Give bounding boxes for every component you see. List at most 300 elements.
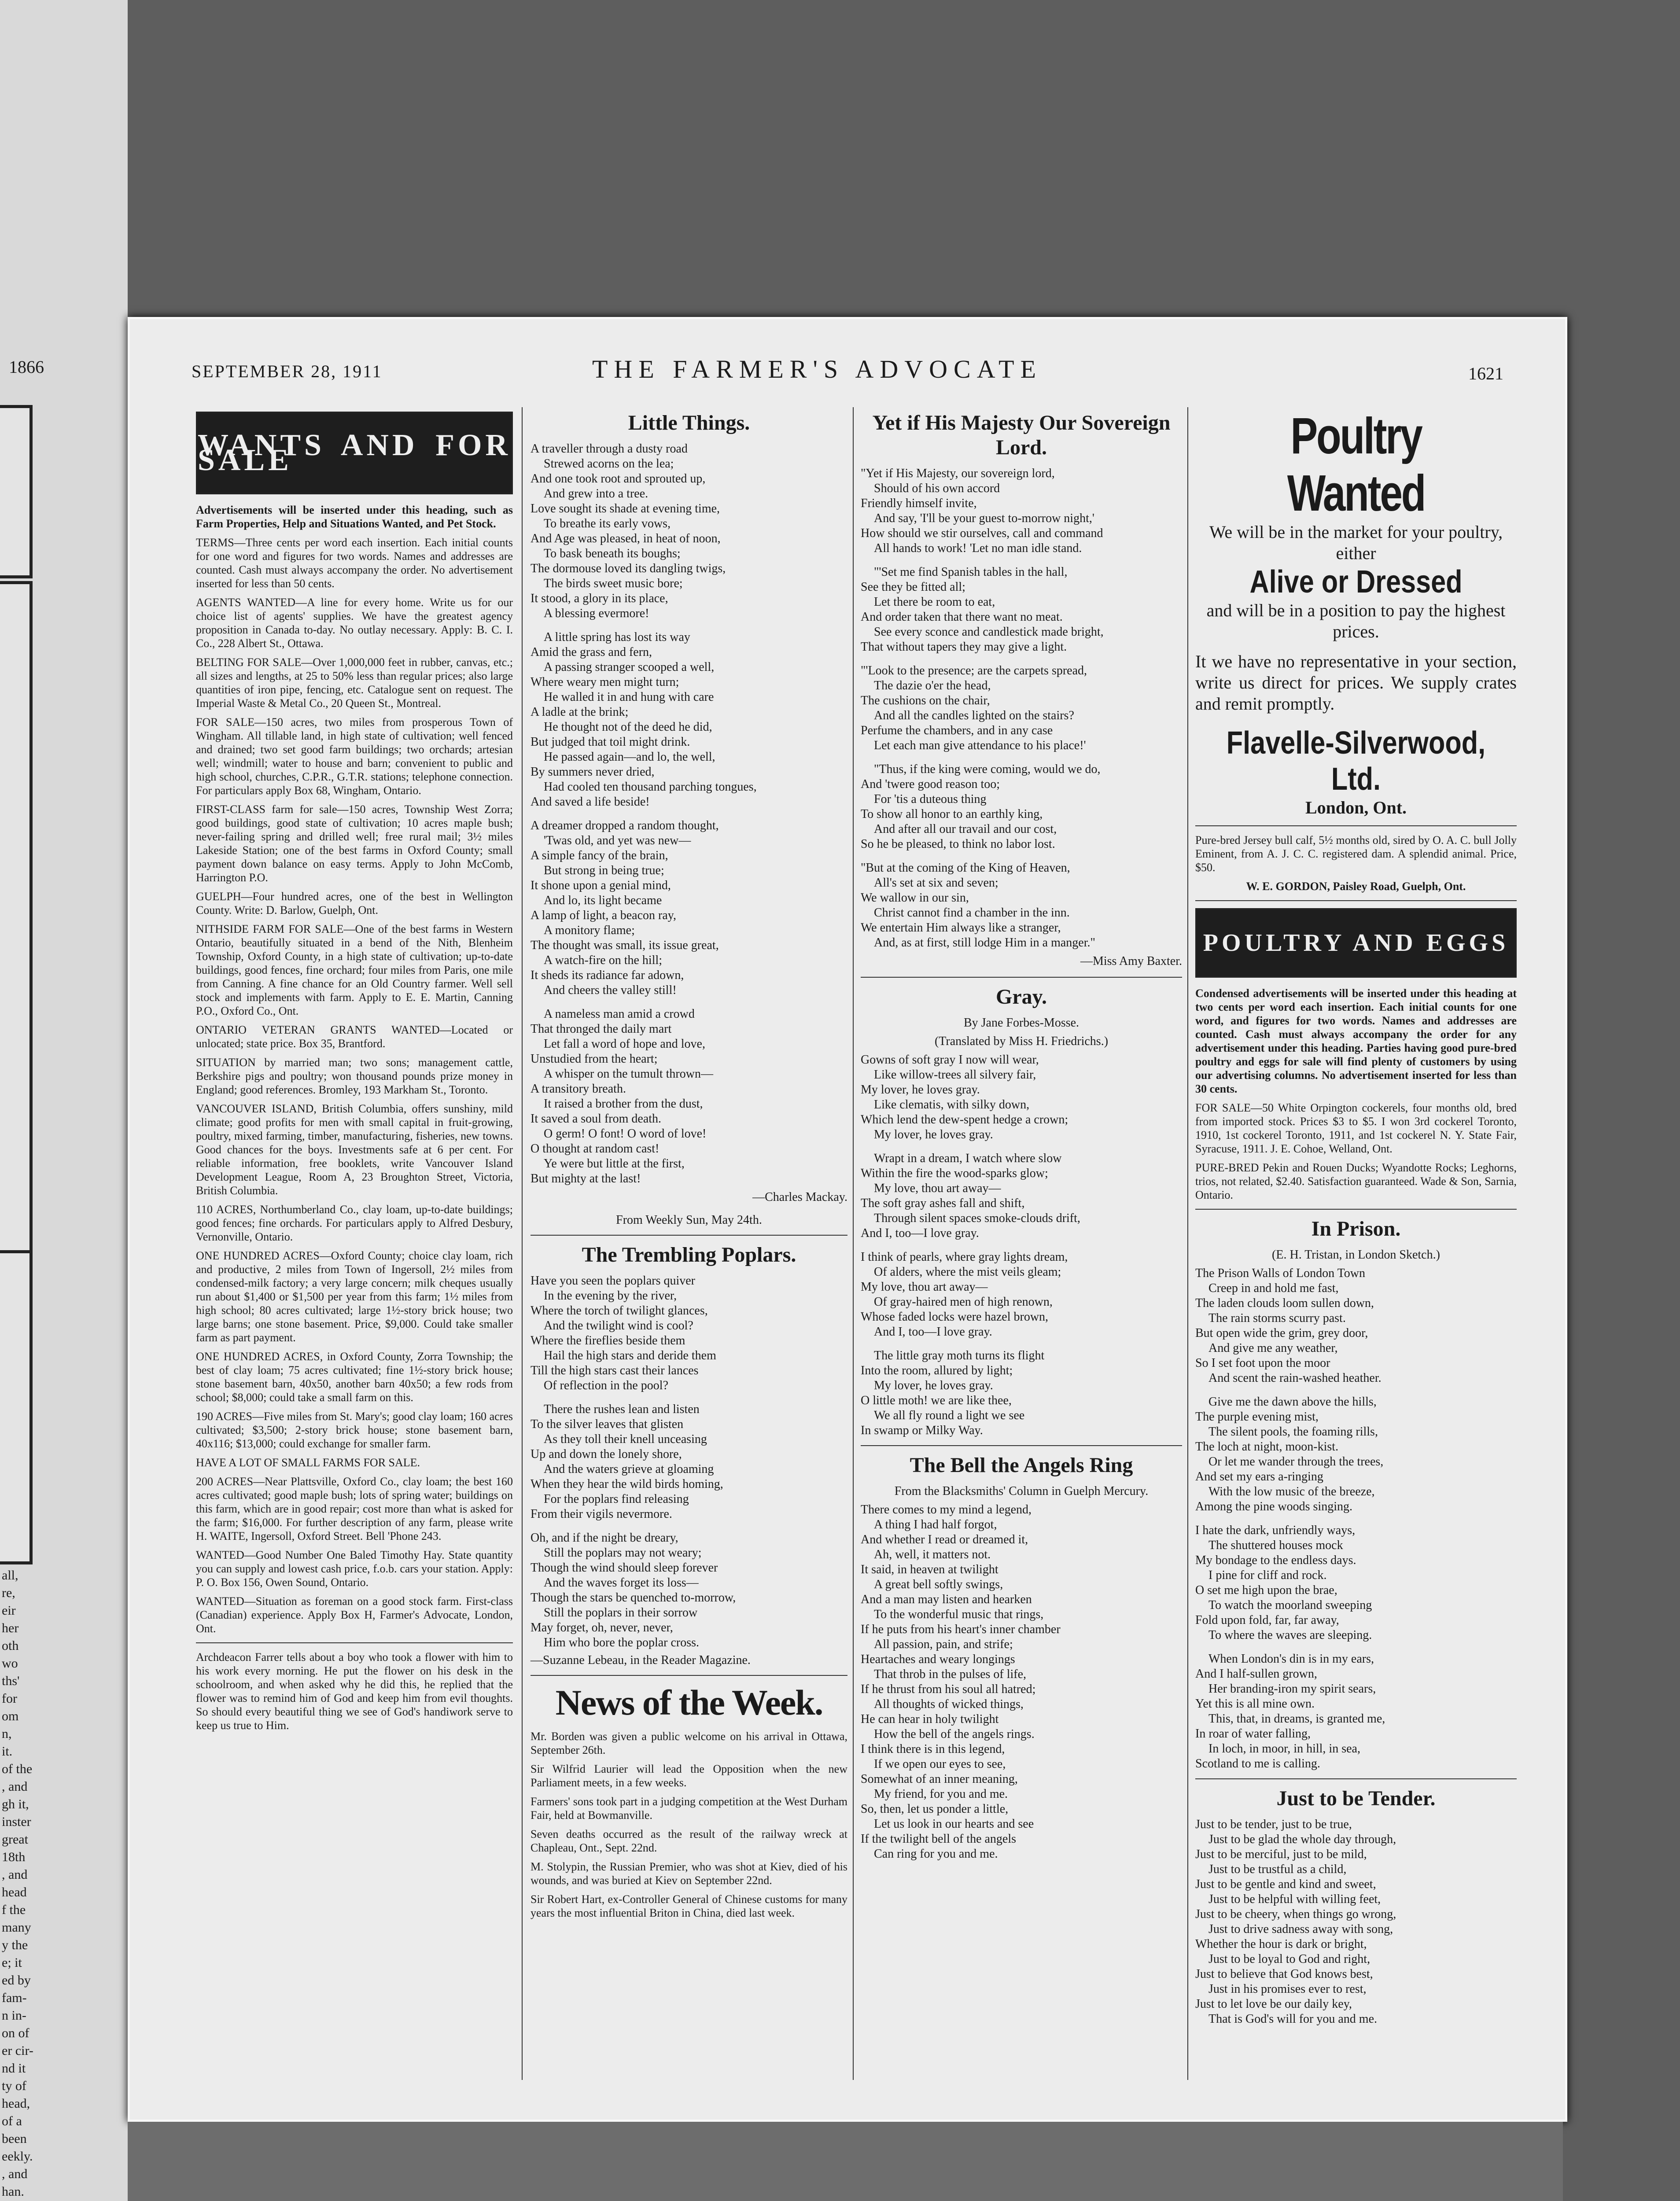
- poem-line: My lover, he loves gray.: [874, 1128, 993, 1141]
- column-ads-poems: [1195, 407, 1517, 2027]
- poem-line: Heartaches and weary longings: [861, 1653, 1015, 1666]
- poem-line: The cushions on the chair,: [861, 694, 990, 707]
- fragment-line: han.: [2, 2184, 24, 2199]
- poem-line: And the waves forget its loss—: [544, 1576, 699, 1590]
- poem-line: The purple evening mist,: [1195, 1410, 1319, 1424]
- poem-line: The thought was small, its issue great,: [531, 939, 719, 952]
- poem-line: Like clematis, with silky down,: [874, 1098, 1030, 1112]
- poem-line: The soft gray ashes fall and shift,: [861, 1196, 1025, 1210]
- poem-line: Just to be helpful with willing feet,: [1208, 1892, 1381, 1906]
- stanza-break: [861, 655, 1182, 663]
- fragment-line: eekly.: [2, 2149, 33, 2164]
- poem-line: It sheds its radiance far adown,: [531, 968, 684, 982]
- poem-line: Just to be merciful, just to be mild,: [1195, 1848, 1367, 1861]
- poem-line: When they hear the wild birds homing,: [531, 1477, 723, 1491]
- stanza-break: [531, 1522, 847, 1531]
- divider: [1195, 900, 1517, 901]
- poem-title-in-prison: In Prison.: [1311, 1217, 1401, 1240]
- poem-line: Wrapt in a dream, I watch where slow: [874, 1152, 1062, 1165]
- poem-line: Somewhat of an inner meaning,: [861, 1772, 1018, 1786]
- poem-line: With the low music of the breeze,: [1208, 1485, 1375, 1498]
- poem-line: Though the stars be quenched to-morrow,: [531, 1591, 736, 1605]
- poem-line: All hands to work! 'Let no man idle stand.: [874, 541, 1082, 555]
- stanza-break: [861, 753, 1182, 762]
- poem-line: And all the candles lighted on the stairs?: [874, 709, 1074, 722]
- poultry-ad: PURE-BRED Pekin and Rouen Ducks; Wyandotte Rocks; Leghorns, trios, not related, $2.40. Satisfaction guaranteed. Wade & Son, Sarnia, Ontario.: [1195, 1161, 1517, 1201]
- poem-line: Ye were but little at the first,: [544, 1157, 685, 1170]
- fragment-line: been: [2, 2131, 27, 2146]
- fragment-line: , and: [2, 2167, 28, 2181]
- poem-line: He walled it in and hung with care: [544, 690, 714, 704]
- ad-poultry-wanted-title: Poultry Wanted: [1287, 407, 1425, 522]
- poem-line: Let fall a word of hope and love,: [544, 1037, 705, 1051]
- poem-line: He passed again—and lo, the well,: [544, 750, 715, 764]
- poem-line: Whether the hour is dark or bright,: [1195, 1937, 1367, 1951]
- news-item: Sir Robert Hart, ex-Controller General of Chinese customs for many years the most influential Briton in China, died last week.: [531, 1893, 847, 1919]
- classified-ad: FIRST-CLASS farm for sale—150 acres, Township West Zorra; good buildings, good state of cultivation; 10 acres maple bush; never-failing spring and drilled well; free rural mail; 3½ miles Lakeside Station; one of the best farms in Oxford County; small payment down balance on easy terms. Apply to John McComb, Harrington P.O.: [196, 803, 513, 884]
- poem-majesty: [861, 466, 1182, 950]
- fragment-line: inster: [2, 1815, 31, 1829]
- fragment-line: wo: [2, 1656, 18, 1671]
- column-poems: [861, 407, 1182, 1862]
- poem-trembling-poplars: [531, 1273, 847, 1650]
- poem-title-gray: Gray.: [996, 985, 1047, 1008]
- poem-line: It said, in heaven at twilight: [861, 1563, 998, 1576]
- ad-line-market: We will be in the market for your poultry, either: [1209, 522, 1503, 563]
- fragment-line: re,: [2, 1586, 15, 1600]
- poem-line: From their vigils nevermore.: [531, 1507, 672, 1521]
- poem-line: And I half-sullen grown,: [1195, 1667, 1317, 1681]
- poem-line: Still the poplars in their sorrow: [544, 1606, 698, 1619]
- poem-little-things: [531, 442, 847, 1186]
- poem-line: Like willow-trees all silvery fair,: [874, 1068, 1036, 1082]
- poultry-eggs-logo: POULTRY AND EGGS: [1195, 908, 1517, 978]
- poem-line: He can hear in holy twilight: [861, 1712, 999, 1726]
- poem-line: And one took root and sprouted up,: [531, 472, 706, 486]
- classified-ad: ONE HUNDRED ACRES—Oxford County; choice clay loam, rich and productive, 2 miles from Town of Ingersoll, 2½ miles from condensed-milk factory; a very large concern; milk cheques usually run about $1,400 or $1,500 per year from this farm; 1½ miles from high school; 80 acres cultivated; large 1½-story brick house; two large barns; one stone basement. Price, $9,000. Could take smaller farm as part payment.: [196, 1249, 513, 1344]
- poem-line: It shone upon a genial mind,: [531, 879, 671, 892]
- fragment-line: y the: [2, 1938, 28, 1952]
- poem-title-bell: The Bell the Angels Ring: [910, 1454, 1133, 1477]
- classified-ad: GUELPH—Four hundred acres, one of the best in Wellington County. Write: D. Barlow, Guelph, Ont.: [196, 890, 513, 916]
- fragment-line: er cir-: [2, 2043, 33, 2058]
- poem-line: And a man may listen and hearken: [861, 1593, 1032, 1606]
- poem-line: For the poplars find releasing: [544, 1492, 689, 1506]
- divider: [531, 1675, 847, 1676]
- poem-author: By Jane Forbes-Mosse.: [963, 1016, 1079, 1030]
- poem-line: Just to believe that God knows best,: [1195, 1967, 1373, 1981]
- poultry-ad: FOR SALE—50 White Orpington cockerels, four months old, bred from imported stock. Prices $3 to $5. I won 3rd cockerel Toronto, 1910, 1st cockerel Toronto, 1911, and 1st cockerel N. Y. State Fair, Syracuse, 1911. J. E. Cohoe, Welland, Ont.: [1195, 1101, 1517, 1155]
- classified-ad: HAVE A LOT OF SMALL FARMS FOR SALE.: [196, 1456, 420, 1469]
- poem-line: Yet this is all mine own.: [1195, 1697, 1315, 1711]
- poem-line: And give me any weather,: [1208, 1341, 1338, 1355]
- fragment-line: eir: [2, 1603, 16, 1618]
- poem-line: A watch-fire on the hill;: [544, 953, 663, 967]
- fragment-line: of a: [2, 2114, 22, 2128]
- poem-line: The dormouse loved its dangling twigs,: [531, 562, 726, 575]
- adjacent-ad-box-lower: [0, 1250, 33, 1564]
- poem-line: A ladle at the brink;: [531, 705, 629, 719]
- poem-bell: [861, 1502, 1182, 1862]
- poem-line: But judged that toil might drink.: [531, 735, 690, 749]
- poem-line: Let each man give attendance to his place!': [874, 739, 1086, 752]
- poem-line: In loch, in moor, in hill, in sea,: [1208, 1742, 1360, 1756]
- fragment-line: head: [2, 1885, 27, 1899]
- poem-line: As they toll their knell unceasing: [544, 1432, 707, 1446]
- adjacent-ad-box-top: [0, 405, 33, 578]
- poem-line: Which lend the dew-spent hedge a crown;: [861, 1113, 1068, 1126]
- poem-line: All passion, pain, and strife;: [874, 1638, 1013, 1651]
- scan-background: [128, 2122, 1563, 2201]
- stanza-break: [1195, 1643, 1517, 1652]
- news-item: Farmers' sons took part in a judging competition at the West Durham Fair, held at Bowmanville.: [531, 1795, 847, 1822]
- poem-line: Oh, and if the night be dreary,: [531, 1531, 678, 1545]
- poem-line: There the rushes lean and listen: [544, 1402, 700, 1416]
- poem-in-prison: [1195, 1266, 1517, 1771]
- poem-line: Can ring for you and me.: [874, 1847, 998, 1861]
- divider: [196, 1642, 513, 1643]
- fragment-line: on of: [2, 2026, 29, 2040]
- classified-ad: 200 ACRES—Near Plattsville, Oxford Co., clay loam; the best 160 acres cultivated; good maple bush; lots of spring water; buildings on this farm, which are in good repair; cost more than what is asked for the farm; $16,000. For further description of any farm, please write H. WAITE, Ingersoll, Oxford Street. Bell 'Phone 243.: [196, 1475, 513, 1542]
- poem-line: I hate the dark, unfriendly ways,: [1195, 1524, 1356, 1537]
- poem-line: We entertain Him always like a stranger,: [861, 921, 1061, 935]
- poem-line: The shuttered houses mock: [1208, 1538, 1343, 1552]
- poem-line: "Thus, if the king were coming, would we do,: [874, 762, 1101, 776]
- poem-line: All's set at six and seven;: [874, 876, 998, 890]
- poem-line: Still the poplars may not weary;: [544, 1546, 702, 1560]
- ad-line-representative: It we have no representative in your section, write us direct for prices. We supply crates and remit promptly.: [1195, 651, 1517, 714]
- poem-source-bell: From the Blacksmiths' Column in Guelph Mercury.: [894, 1484, 1149, 1498]
- poem-line: Strewed acorns on the lea;: [544, 457, 674, 471]
- poem-line: That thronged the daily mart: [531, 1022, 672, 1036]
- fragment-line: oth: [2, 1638, 19, 1653]
- poem-line: Amid the grass and fern,: [531, 645, 652, 659]
- poem-line: In the evening by the river,: [544, 1289, 677, 1303]
- classifieds-intro: Advertisements will be inserted under this heading, such as Farm Properties, Help and Situations Wanted, and Pet Stock.: [196, 504, 513, 530]
- stanza-break: [861, 1340, 1182, 1348]
- adjacent-page-number: 1866: [9, 357, 44, 377]
- poultry-ads-list: [1195, 1101, 1517, 1202]
- divider: [1195, 1209, 1517, 1210]
- poem-line: We all fly round a light we see: [874, 1409, 1025, 1422]
- stanza-break: [1195, 1514, 1517, 1523]
- stanza-break: [861, 1142, 1182, 1151]
- poem-line: Within the fire the wood-sparks glow;: [861, 1167, 1048, 1180]
- fragment-line: om: [2, 1709, 19, 1723]
- poem-line: Love sought its shade at evening time,: [531, 502, 720, 515]
- poem-line: That without tapers they may give a light.: [861, 640, 1067, 654]
- poem-line: A little spring has lost its way: [544, 630, 690, 644]
- poem-line: And grew into a tree.: [544, 487, 648, 501]
- classified-ad: AGENTS WANTED—A line for every home. Write us for our choice list of agents' supplies. We have the greatest agency proposition in Canada to-day. No outlay necessary. Apply: B. C. I. Co., 228 Albert St., Ottawa.: [196, 596, 513, 650]
- poem-line: A whisper on the tumult thrown—: [544, 1067, 713, 1081]
- divider: [861, 977, 1182, 978]
- poem-line: All thoughts of wicked things,: [874, 1697, 1024, 1711]
- poem-line: A dreamer dropped a random thought,: [531, 819, 719, 832]
- poem-line: A traveller through a dusty road: [531, 442, 688, 456]
- fragment-line: nd it: [2, 2061, 26, 2076]
- poem-line: O germ! O font! O word of love!: [544, 1127, 707, 1141]
- poem-line: To the wonderful music that rings,: [874, 1608, 1044, 1621]
- poultry-intro: Condensed advertisements will be inserted under this heading at two cents per word each insertion. Each initial counts for one word, and figures for two words. Names and addresses are counted. Cash must always accompany the order for any advertisement under this heading. Parties having good pure-bred poultry and eggs for sale will find plenty of customers by using our advertising columns. No advertisement inserted for less than 30 cents.: [1195, 987, 1517, 1095]
- classified-ad: ONTARIO VETERAN GRANTS WANTED—Located or unlocated; state price. Box 35, Brantford.: [196, 1023, 513, 1050]
- poem-line: It raised a brother from the dust,: [544, 1097, 703, 1111]
- poem-line: Whose faded locks were hazel brown,: [861, 1310, 1049, 1324]
- news-items: [531, 1730, 847, 1920]
- classified-ad: 110 ACRES, Northumberland Co., clay loam, up-to-date buildings; good fences; fine orchards. For particulars apply to Alfred Desbury, Vernonville, Ontario.: [196, 1203, 513, 1243]
- poem-line: So he be pleased, to think no labor lost.: [861, 837, 1055, 851]
- poem-line: If the twilight bell of the angels: [861, 1832, 1017, 1846]
- ad-company-city: London, Ont.: [1305, 798, 1407, 817]
- column-rule-3: [1187, 407, 1188, 2080]
- poem-line: A passing stranger scooped a well,: [544, 660, 715, 674]
- poem-line: Should of his own accord: [874, 482, 1000, 495]
- newspaper-page: [128, 317, 1567, 2122]
- poem-line: The little gray moth turns its flight: [874, 1349, 1045, 1362]
- poem-line: So I set foot upon the moor: [1195, 1356, 1330, 1370]
- poem-line: But strong in being true;: [544, 864, 664, 877]
- poem-line: By summers never dried,: [531, 765, 655, 779]
- poem-line: I think there is in this legend,: [861, 1742, 1005, 1756]
- fragment-line: many: [2, 1920, 31, 1935]
- poem-title-trembling-poplars: The Trembling Poplars.: [582, 1243, 796, 1266]
- poem-line: Friendly himself invite,: [861, 497, 977, 510]
- poem-line: Just to be gentle and kind and sweet,: [1195, 1877, 1376, 1891]
- poem-line: Unstudied from the heart;: [531, 1052, 658, 1066]
- fragment-line: ty of: [2, 2079, 26, 2093]
- poem-line: Had cooled ten thousand parching tongues,: [544, 780, 757, 794]
- poem-line: My lover, he loves gray.: [874, 1379, 993, 1392]
- fragment-line: e; it: [2, 1955, 22, 1970]
- classified-ad: WANTED—Situation as foreman on a good stock farm. First-class (Canadian) experience. Apply Box H, Farmer's Advocate, London, Ont.: [196, 1595, 513, 1635]
- poem-line: And Age was pleased, in heat of noon,: [531, 532, 721, 545]
- poem-line: The Prison Walls of London Town: [1195, 1266, 1365, 1280]
- fragment-line: it.: [2, 1744, 13, 1759]
- poem-line: Hail the high stars and deride them: [544, 1349, 716, 1362]
- stanza-break: [531, 1393, 847, 1402]
- poem-line: He thought not of the deed he did,: [544, 720, 712, 734]
- fragment-line: great: [2, 1832, 28, 1847]
- poem-line: And order taken that there want no meat.: [861, 610, 1063, 624]
- fragment-line: n in-: [2, 2008, 26, 2023]
- column-rule-2: [853, 407, 854, 2080]
- poem-line: And 'twere good reason too;: [861, 777, 1000, 791]
- poem-line: Where the fireflies beside them: [531, 1334, 685, 1347]
- poem-line: Of alders, where the mist veils gleam;: [874, 1265, 1061, 1279]
- poem-credit-mackay: —Charles Mackay.: [752, 1190, 847, 1204]
- poem-line: Where the torch of twilight glances,: [531, 1304, 708, 1318]
- poem-line: A transitory breath.: [531, 1082, 626, 1096]
- poem-line: My love, thou art away—: [861, 1280, 988, 1294]
- stanza-break: [861, 1241, 1182, 1250]
- poem-line: To breathe its early vows,: [544, 517, 671, 530]
- poem-line: If he thrust from his soul all hatred;: [861, 1682, 1036, 1696]
- ad-company-name: Flavelle-Silverwood, Ltd.: [1226, 725, 1486, 797]
- poem-credit-lebeau: —Suzanne Lebeau, in the Reader Magazine.: [531, 1653, 751, 1667]
- poem-credit-baxter: —Miss Amy Baxter.: [1080, 954, 1182, 968]
- poem-line: Let there be room to eat,: [874, 595, 995, 609]
- poem-line: The laden clouds loom sullen down,: [1195, 1296, 1374, 1310]
- news-item: Seven deaths occurred as the result of the railway wreck at Chapleau, Ont., Sept. 22nd.: [531, 1828, 847, 1854]
- poem-line: Just in his promises ever to rest,: [1208, 1982, 1367, 1996]
- poem-line: "Yet if His Majesty, our sovereign lord,: [861, 467, 1055, 480]
- poem-line: A nameless man amid a crowd: [544, 1007, 695, 1021]
- poem-title-little-things: Little Things.: [628, 411, 750, 434]
- poem-line: The dazie o'er the head,: [874, 679, 991, 692]
- ad-jersey-bull-contact: W. E. GORDON, Paisley Road, Guelph, Ont.: [1246, 880, 1466, 893]
- issue-date: SEPTEMBER 28, 1911: [192, 361, 383, 381]
- classifieds-terms: TERMS—Three cents per word each insertion. Each initial counts for one word and figures for two words. Names and addresses are counted. Cash must always accompany the order. No advertisement inserted for less than 50 cents.: [196, 536, 513, 590]
- filler-paragraph: Archdeacon Farrer tells about a boy who took a flower with him to his work every morning. He put the flower on his desk in the schoolroom, and when asked why he did this, he replied that the flower was to remind him of God and keep him from evil thoughts. So should every beautiful thing we see of God's handiwork serve to keep us true to Him.: [196, 1651, 513, 1732]
- column-poems-news: [531, 407, 847, 1925]
- ad-alive-dressed: Alive or Dressed: [1249, 564, 1463, 600]
- ad-jersey-bull: Pure-bred Jersey bull calf, 5½ months old, sired by O. A. C. bull Jolly Eminent, from A. J. C. C. registered dam. A splendid animal. Price, $50.: [1195, 834, 1517, 874]
- poem-line: Among the pine woods singing.: [1195, 1500, 1352, 1513]
- classified-ads-list: [196, 596, 513, 1635]
- divider: [531, 1235, 847, 1236]
- poem-line: Where weary men might turn;: [531, 675, 679, 689]
- classified-ad: BELTING FOR SALE—Over 1,000,000 feet in rubber, canvas, etc.; all sizes and lengths, at 25 to 50% less than regular prices; also large quantities of iron pipe, fencing, etc. Catalogue sent on request. The Imperial Waste & Metal Co., 20 Queen St., Montreal.: [196, 656, 513, 710]
- poem-line: The rain storms scurry past.: [1208, 1311, 1346, 1325]
- poem-line: And whether I read or dreamed it,: [861, 1533, 1028, 1546]
- poem-line: And I, too—I love gray.: [861, 1226, 979, 1240]
- poem-line: Perfume the chambers, and in any case: [861, 724, 1053, 737]
- poem-line: Creep in and hold me fast,: [1208, 1281, 1339, 1295]
- classified-ad: NITHSIDE FARM FOR SALE—One of the best farms in Western Ontario, beautifully situated in a bend of the Nith, Blenheim Township, Oxford County, in a high state of cultivation; up-to-date buildings, good fences, fine orchard; four miles from Paris, one mile from Canning. A fine chance for an Old Country farmer. Well sell stock and implements with farm. Apply to E. E. Martin, Canning P.O., Oxford Co., Ont.: [196, 923, 513, 1017]
- poem-line: Gowns of soft gray I now will wear,: [861, 1053, 1039, 1067]
- poem-line: Into the room, allured by light;: [861, 1364, 1013, 1377]
- poem-line: There comes to my mind a legend,: [861, 1503, 1032, 1516]
- poem-line: To watch the moorland sweeping: [1208, 1598, 1372, 1612]
- fragment-line: head,: [2, 2096, 30, 2111]
- poem-line: Just to be glad the whole day through,: [1208, 1833, 1396, 1846]
- poem-line: How the bell of the angels rings.: [874, 1727, 1035, 1741]
- poem-line: If he puts from his heart's inner chamber: [861, 1623, 1061, 1636]
- fragment-line: n,: [2, 1726, 12, 1741]
- poem-line: My lover, he loves gray.: [861, 1083, 980, 1097]
- poem-line: To where the waves are sleeping.: [1208, 1628, 1372, 1642]
- poem-line: So, then, let us ponder a little,: [861, 1802, 1009, 1816]
- poem-line: Of reflection in the pool?: [544, 1379, 669, 1392]
- poem-source: From Weekly Sun, May 24th.: [616, 1213, 762, 1227]
- poem-line: In roar of water falling,: [1195, 1727, 1311, 1741]
- poem-line: To bask beneath its boughs;: [544, 547, 681, 560]
- fragment-line: 18th: [2, 1850, 26, 1864]
- fragment-line: ths': [2, 1674, 20, 1688]
- column-classifieds: [196, 407, 513, 1737]
- poem-line: When London's din is in my ears,: [1208, 1652, 1374, 1666]
- poem-line: It saved a soul from death.: [531, 1112, 662, 1126]
- adjacent-page-fragment: [0, 0, 128, 2201]
- ad-line-prices: and will be in a position to pay the highest prices.: [1206, 600, 1506, 641]
- fragment-line: ed by: [2, 1973, 31, 1988]
- news-item: Sir Wilfrid Laurier will lead the Opposition when the new Parliament meets, in a few weeks.: [531, 1763, 847, 1789]
- poem-line: My friend, for you and me.: [874, 1787, 1008, 1801]
- poem-line: "'Look to the presence; are the carpets spread,: [861, 664, 1087, 677]
- poem-line: This, that, in dreams, is granted me,: [1208, 1712, 1385, 1726]
- poem-line: For 'tis a duteous thing: [874, 792, 987, 806]
- poem-line: Fold upon fold, far, far away,: [1195, 1613, 1339, 1627]
- page-header: [130, 319, 1565, 383]
- poem-line: And lo, its light became: [544, 894, 662, 907]
- poem-line: A lamp of light, a beacon ray,: [531, 909, 676, 922]
- poem-line: Through silent spaces smoke-clouds drift,: [874, 1211, 1080, 1225]
- poem-line: A thing I had half forgot,: [874, 1518, 997, 1531]
- poem-line: See every sconce and candlestick made bright,: [874, 625, 1104, 639]
- poem-line: Christ cannot find a chamber in the inn.: [874, 906, 1070, 920]
- poem-line: Him who bore the poplar cross.: [544, 1636, 700, 1649]
- poem-line: But mighty at the last!: [531, 1172, 641, 1185]
- poem-line: And cheers the valley still!: [544, 983, 677, 997]
- stanza-break: [861, 556, 1182, 565]
- poem-line: O thought at random cast!: [531, 1142, 659, 1156]
- poem-line: A great bell softly swings,: [874, 1578, 1003, 1591]
- adjacent-ad-box-middle: [0, 581, 33, 1292]
- fragment-line: f the: [2, 1903, 26, 1917]
- poem-line: A monitory flame;: [544, 924, 635, 937]
- poem-line: Have you seen the poplars quiver: [531, 1274, 695, 1288]
- poem-line: May forget, oh, never, never,: [531, 1621, 673, 1634]
- poem-line: And I, too—I love gray.: [874, 1325, 992, 1339]
- poem-line: A simple fancy of the brain,: [531, 849, 668, 862]
- poem-gray: [861, 1053, 1182, 1438]
- poem-line: Up and down the lonely shore,: [531, 1447, 682, 1461]
- poem-source-prison: (E. H. Tristan, in London Sketch.): [1272, 1248, 1440, 1262]
- poem-line: Just to drive sadness away with song,: [1208, 1922, 1393, 1936]
- classified-ad: FOR SALE—150 acres, two miles from prosperous Town of Wingham. All tillable land, in high state of cultivation; well fenced and drained; two set good farm buildings; two orchards; artesian well; windmill; water to house and barn; convenient to public and high school, churches, C.P.R., G.T.R. stations; telephone connection. For particulars apply Box 68, Wingham, Ontario.: [196, 716, 513, 797]
- poem-line: Just to let love be our daily key,: [1195, 1997, 1352, 2011]
- fragment-line: her: [2, 1621, 19, 1635]
- poem-title-just-tender: Just to be Tender.: [1276, 1787, 1436, 1810]
- stanza-break: [531, 810, 847, 818]
- poem-line: To the silver leaves that glisten: [531, 1417, 684, 1431]
- classified-ad: 190 ACRES—Five miles from St. Mary's; good clay loam; 160 acres cultivated; $3,500; 2-story brick house; stone basement barn, 40x116; $13,000; could exchange for smaller farm.: [196, 1410, 513, 1450]
- poem-line: "But at the coming of the King of Heaven,: [861, 861, 1070, 875]
- poem-line: It stood, a glory in its place,: [531, 592, 668, 605]
- poem-line: Of gray-haired men of high renown,: [874, 1295, 1053, 1309]
- divider: [1195, 825, 1517, 826]
- poem-line: I think of pearls, where gray lights dream,: [861, 1250, 1068, 1264]
- masthead-title: THE FARMER'S ADVOCATE: [592, 355, 1043, 383]
- poem-line: O little moth! we are like thee,: [861, 1394, 1012, 1407]
- poem-line: Till the high stars cast their lances: [531, 1364, 699, 1377]
- poem-translator: (Translated by Miss H. Friedrichs.): [934, 1034, 1109, 1048]
- poem-line: How should we stir ourselves, call and command: [861, 526, 1103, 540]
- poem-line: And scent the rain-washed heather.: [1208, 1371, 1382, 1385]
- poem-line: Let us look in our hearts and see: [874, 1817, 1034, 1831]
- classified-ad: VANCOUVER ISLAND, British Columbia, offers sunshiny, mild climate; good profits for men with small capital in fruit-growing, poultry, mixed farming, timber, manufacturing, fisheries, new towns. Good chances for the boys. Investments safe at 6 per cent. For reliable information, free booklets, write Vancouver Island Development League, Room A, 23 Broughton Street, Victoria, British Columbia.: [196, 1102, 513, 1197]
- poem-line: O set me high upon the brae,: [1195, 1583, 1337, 1597]
- fragment-line: , and: [2, 1867, 28, 1882]
- poem-line: That throb in the pulses of life,: [874, 1667, 1027, 1681]
- column-rule-1: [522, 407, 523, 2080]
- poem-line: The loch at night, moon-kist.: [1195, 1440, 1339, 1454]
- divider: [1195, 1778, 1517, 1779]
- poem-line: My bondage to the endless days.: [1195, 1553, 1356, 1567]
- poem-line: Scotland to me is calling.: [1195, 1757, 1320, 1770]
- poem-line: I pine for cliff and rock.: [1208, 1568, 1327, 1582]
- poem-line: To show all honor to an earthly king,: [861, 807, 1043, 821]
- poem-line: See they be fitted all;: [861, 580, 965, 594]
- stanza-break: [531, 621, 847, 630]
- poem-line: 'Twas old, and yet was new—: [544, 834, 691, 847]
- poem-line: Ah, well, it matters not.: [874, 1548, 991, 1561]
- wants-logo: WANTS AND FOR SALE: [196, 412, 513, 494]
- poem-title-majesty: Yet if His Majesty Our Sovereign Lord.: [872, 411, 1171, 459]
- poem-line: Just to be tender, just to be true,: [1195, 1818, 1352, 1831]
- poem-line: Give me the dawn above the hills,: [1208, 1395, 1377, 1409]
- poem-just-tender: [1195, 1817, 1517, 2027]
